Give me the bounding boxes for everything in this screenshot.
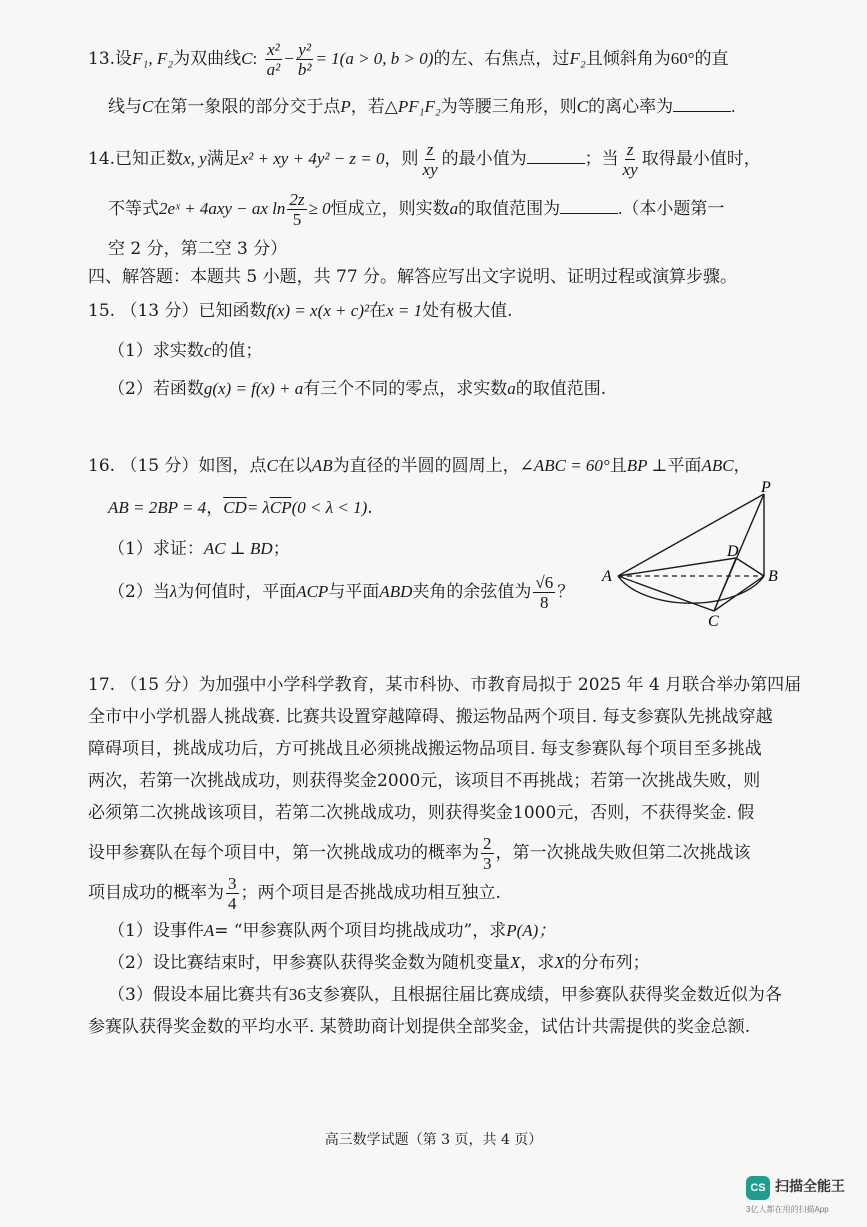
q16-head: 16. （15 分）如图，点C在以AB为直径的半圆的圆周上，∠ABC = 60°且BP ⊥平面ABC，	[88, 456, 751, 476]
q17-line5: 必须第二次挑战该项目，若第二次挑战成功，则获得奖金1000元，否则，不获得奖金. 假	[88, 803, 755, 823]
frac-2z-5: $\frac{2z}{5}$	[289, 190, 305, 229]
frac-z-xy-2: $\frac{z}{xy}$	[622, 140, 638, 179]
label-A: A	[602, 568, 612, 585]
q14-line3: 空 2 分，第二空 3 分）	[108, 239, 288, 259]
segment-AD	[618, 558, 736, 576]
scanner-logo-icon: CS	[746, 1176, 770, 1200]
q17-part3: （3）假设本届比赛共有36支参赛队，且根据往届比赛成绩，甲参赛队获得奖金数近似为各	[108, 985, 782, 1005]
q15-part2: （2）若函数g(x) = f(x) + a有三个不同的零点，求实数a的取值范围.	[108, 379, 607, 399]
frac-z-xy: $\frac{z}{xy}$	[422, 140, 438, 179]
answer-blank	[673, 97, 731, 112]
scanner-app-name: 扫描全能王	[775, 1178, 845, 1194]
q17-line7: 项目成功的概率为 $\frac{3}{4}$ ；两个项目是否挑战成功相互独立.	[88, 874, 501, 913]
frac-sqrt6-8: $\frac{√6}{8}$	[535, 573, 554, 612]
q17-line6: 设甲参赛队在每个项目中，第一次挑战成功的概率为 $\frac{2}{3}$ ，第一次挑战失败但第二次挑战该	[88, 834, 751, 873]
segment-DB	[736, 558, 764, 576]
label-P: P	[761, 480, 771, 496]
label-D: D	[727, 543, 739, 560]
q17-part2: （2）设比赛结束时，甲参赛队获得奖金数为随机变量X，求X的分布列；	[108, 953, 650, 973]
q17-line1: 17. （15 分）为加强中小学科学教育，某市科协、市教育局拟于 2025 年 4 月联合举办第四届	[88, 675, 802, 695]
page-footer: 高三数学试题（第 3 页，共 4 页）	[324, 1132, 543, 1148]
q15-head: 15. （13 分）已知函数f(x) = x(x + c)²在x = 1处有极大值.	[88, 301, 513, 321]
q15-part1: （1）求实数c的值；	[108, 341, 263, 361]
q13-line1: 13.设F₁, F₂为双曲线C: $\frac{\text{x²}}{\text{a²}}$ − $\frac{\text{y²}}{\text{b²}}$ = 1(a > 0, b > 0)的左、右焦点，过F₂且倾斜角为60°的直	[88, 40, 729, 79]
answer-blank	[560, 199, 618, 214]
label-B: B	[768, 568, 778, 585]
q17-line3: 障碍项目，挑战成功后，方可挑战且必须挑战搬运物品项目. 每支参赛队每个项目至多挑战	[88, 739, 762, 759]
answer-blank	[527, 149, 585, 164]
q17-part1: （1）设事件A= “甲参赛队两个项目均挑战成功”，求P(A)；	[108, 921, 556, 941]
q17-line4: 两次，若第一次挑战成功，则获得奖金2000元，该项目不再挑战；若第一次挑战失败，则	[88, 771, 761, 791]
q14-line2: 不等式2eˣ + 4axy − ax ln $\frac{2z}{5}$ ≥ 0恒成立，则实数a的取值范围为 .（本小题第一	[108, 190, 725, 229]
frac-2-3: $\frac{2}{3}$	[483, 834, 492, 873]
q16-part2: （2）当λ为何值时，平面ACP与平面ABD夹角的余弦值为 $\frac{√6}{8}$ ？	[108, 573, 575, 612]
segment-AP	[618, 494, 764, 576]
frac-x2-a2: $\frac{\text{x²}}{\text{a²}}$	[266, 40, 281, 79]
geometry-figure	[596, 480, 796, 630]
semicircle-arc	[618, 576, 764, 603]
frac-3-4: $\frac{3}{4}$	[228, 874, 237, 913]
q13-line2: 线与C在第一象限的部分交于点P，若△PF₁F₂为等腰三角形，则C的离心率为 .	[108, 97, 736, 117]
section-heading: 四、解答题：本题共 5 小题，共 77 分。解答应写出文字说明、证明过程或演算步骤。	[88, 267, 738, 287]
frac-y2-b2: $\frac{\text{y²}}{\text{b²}}$	[297, 40, 312, 79]
label-C: C	[708, 613, 719, 630]
scanner-tagline: 3亿人都在用的扫描App	[746, 1205, 829, 1214]
q17-line2: 全市中小学机器人挑战赛. 比赛共设置穿越障碍、搬运物品两个项目. 每支参赛队先挑战穿越	[88, 707, 773, 727]
q16-part1: （1）求证：AC ⊥ BD；	[108, 539, 290, 559]
q17-part3-cont: 参赛队获得奖金数的平均水平. 某赞助商计划提供全部奖金，试估计共需提供的奖金总额.	[88, 1017, 751, 1037]
q14-line1: 14.已知正数x, y满足x² + xy + 4y² − z = 0，则 $\frac{z}{xy}$ 的最小值为 ；当 $\frac{z}{xy}$ 取得最小值时，	[88, 140, 761, 179]
segment-AC	[618, 576, 714, 611]
q16-line2: AB = 2BP = 4，$\overline{CD}= \lambda\overline{CP}(0 < \lambda < 1)$.	[108, 498, 373, 518]
